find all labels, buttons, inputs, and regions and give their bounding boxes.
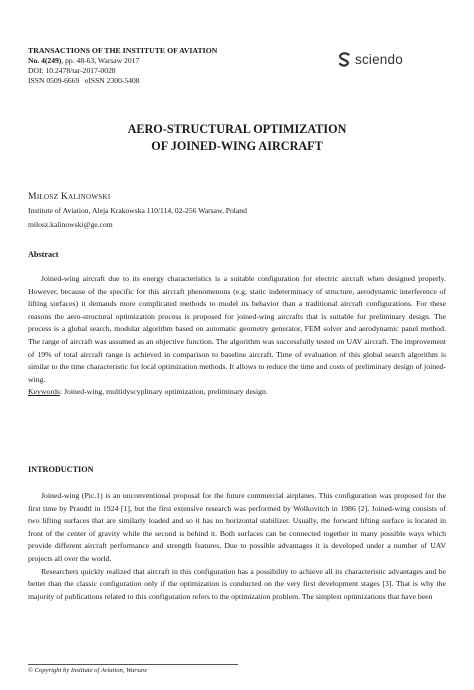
issue-number: No. 4(249) xyxy=(28,56,62,65)
publisher-name: sciendo xyxy=(355,52,403,67)
sciendo-logo-icon xyxy=(338,52,351,67)
introduction-paragraph-1: Joined-wing (Pic.1) is an unconventional proposal for the future commercial airplanes. This configuration was proposed for the first time by Prandtl in 1924 [1], but the first extensive research was performed by Wolkovitch in 1986 [2]. Joined-wing consists of two lifting surfaces that are similarly loaded and so it has no horizontal stabilizer. Usually, the forward lifting surface is located in front of the center of gravity while the second is behind it. Both surfaces can be connected together in many possible ways which provide different aircraft performance and strength features. Due to possible advantages it is developed under a number of UAV projects all over the world. xyxy=(28,491,446,563)
issue-line xyxy=(28,56,217,66)
author-email[interactable]: milosz.kalinowski@ge.com xyxy=(28,220,113,229)
copyright-footer: © Copyright by Institute of Aviation, Warsaw xyxy=(28,667,148,674)
doi: DOI: 10.2478/tar-2017-0028 xyxy=(28,66,116,75)
journal-name: TRANSACTIONS OF THE INSTITUTE OF AVIATION xyxy=(28,46,218,55)
abstract-text: Joined-wing aircraft due to its energy characteristics is a suitable configuration for electric aircraft when designed properly. However, because of the specific for this aircraft phenomenons (e.g. static indeterminacy of structure, aerodynamic interference of lifting surfaces) it demands more complicated methods to model its behavior than a traditional aircraft configurations. For these reasons the aero-structural optimization process is proposed for joined-wing aircrafts that is suitable for preliminary design. The process is a global search, modular algorithm based on automatic geometry generator, FEM solver and aerodynamic panel method. The range of aircraft was assumed as an objective function. The algorithm was successfully tested on UAV aircraft. The improvement of 19% of total aircraft range is achieved in comparison to baseline aircraft. Time of evaluation of this global search algorithm is similar to the time characteristic for local optimization methods. It allows to reduce the time and costs of preliminary design of joined-wing. xyxy=(28,274,446,384)
author-affiliation: Institute of Aviation, Aleja Krakowska 110/114, 02-256 Warsaw, Poland xyxy=(28,206,247,215)
publisher-logo xyxy=(338,52,403,67)
issn: ISSN 0509-6669 eISSN 2300-5408 xyxy=(28,76,140,85)
paper-title xyxy=(0,121,474,155)
introduction-paragraph-2: Researchers quickly realized that aircraft in this configuration has a possibility to achieve all its characteristic advantages and be better than the classic configuration only if the optimization is conducted on the very first development stages [3]. That is why the majority of publications related to this configuration refers to the optimization problem. The simplest optimizations that have been xyxy=(28,566,446,601)
keywords xyxy=(28,386,446,399)
journal-header xyxy=(28,46,217,86)
abstract-heading: Abstract xyxy=(28,250,59,259)
author-name: Miłosz Kalinowski xyxy=(28,191,111,202)
issue-pages: , pp. 48-63, Warsaw 2017 xyxy=(61,56,140,65)
introduction-heading: INTRODUCTION xyxy=(28,465,94,474)
keywords-label: Keywords xyxy=(28,387,60,397)
footer-rule xyxy=(28,664,238,665)
introduction-body xyxy=(28,490,446,603)
title-line-1: AERO-STRUCTURAL OPTIMIZATION xyxy=(127,122,347,136)
abstract-body xyxy=(28,273,446,399)
title-line-2: OF JOINED-WING AIRCRAFT xyxy=(151,139,323,153)
keywords-list: : Joined-wing, multidyscyplinary optimization, preliminary design. xyxy=(59,387,268,397)
